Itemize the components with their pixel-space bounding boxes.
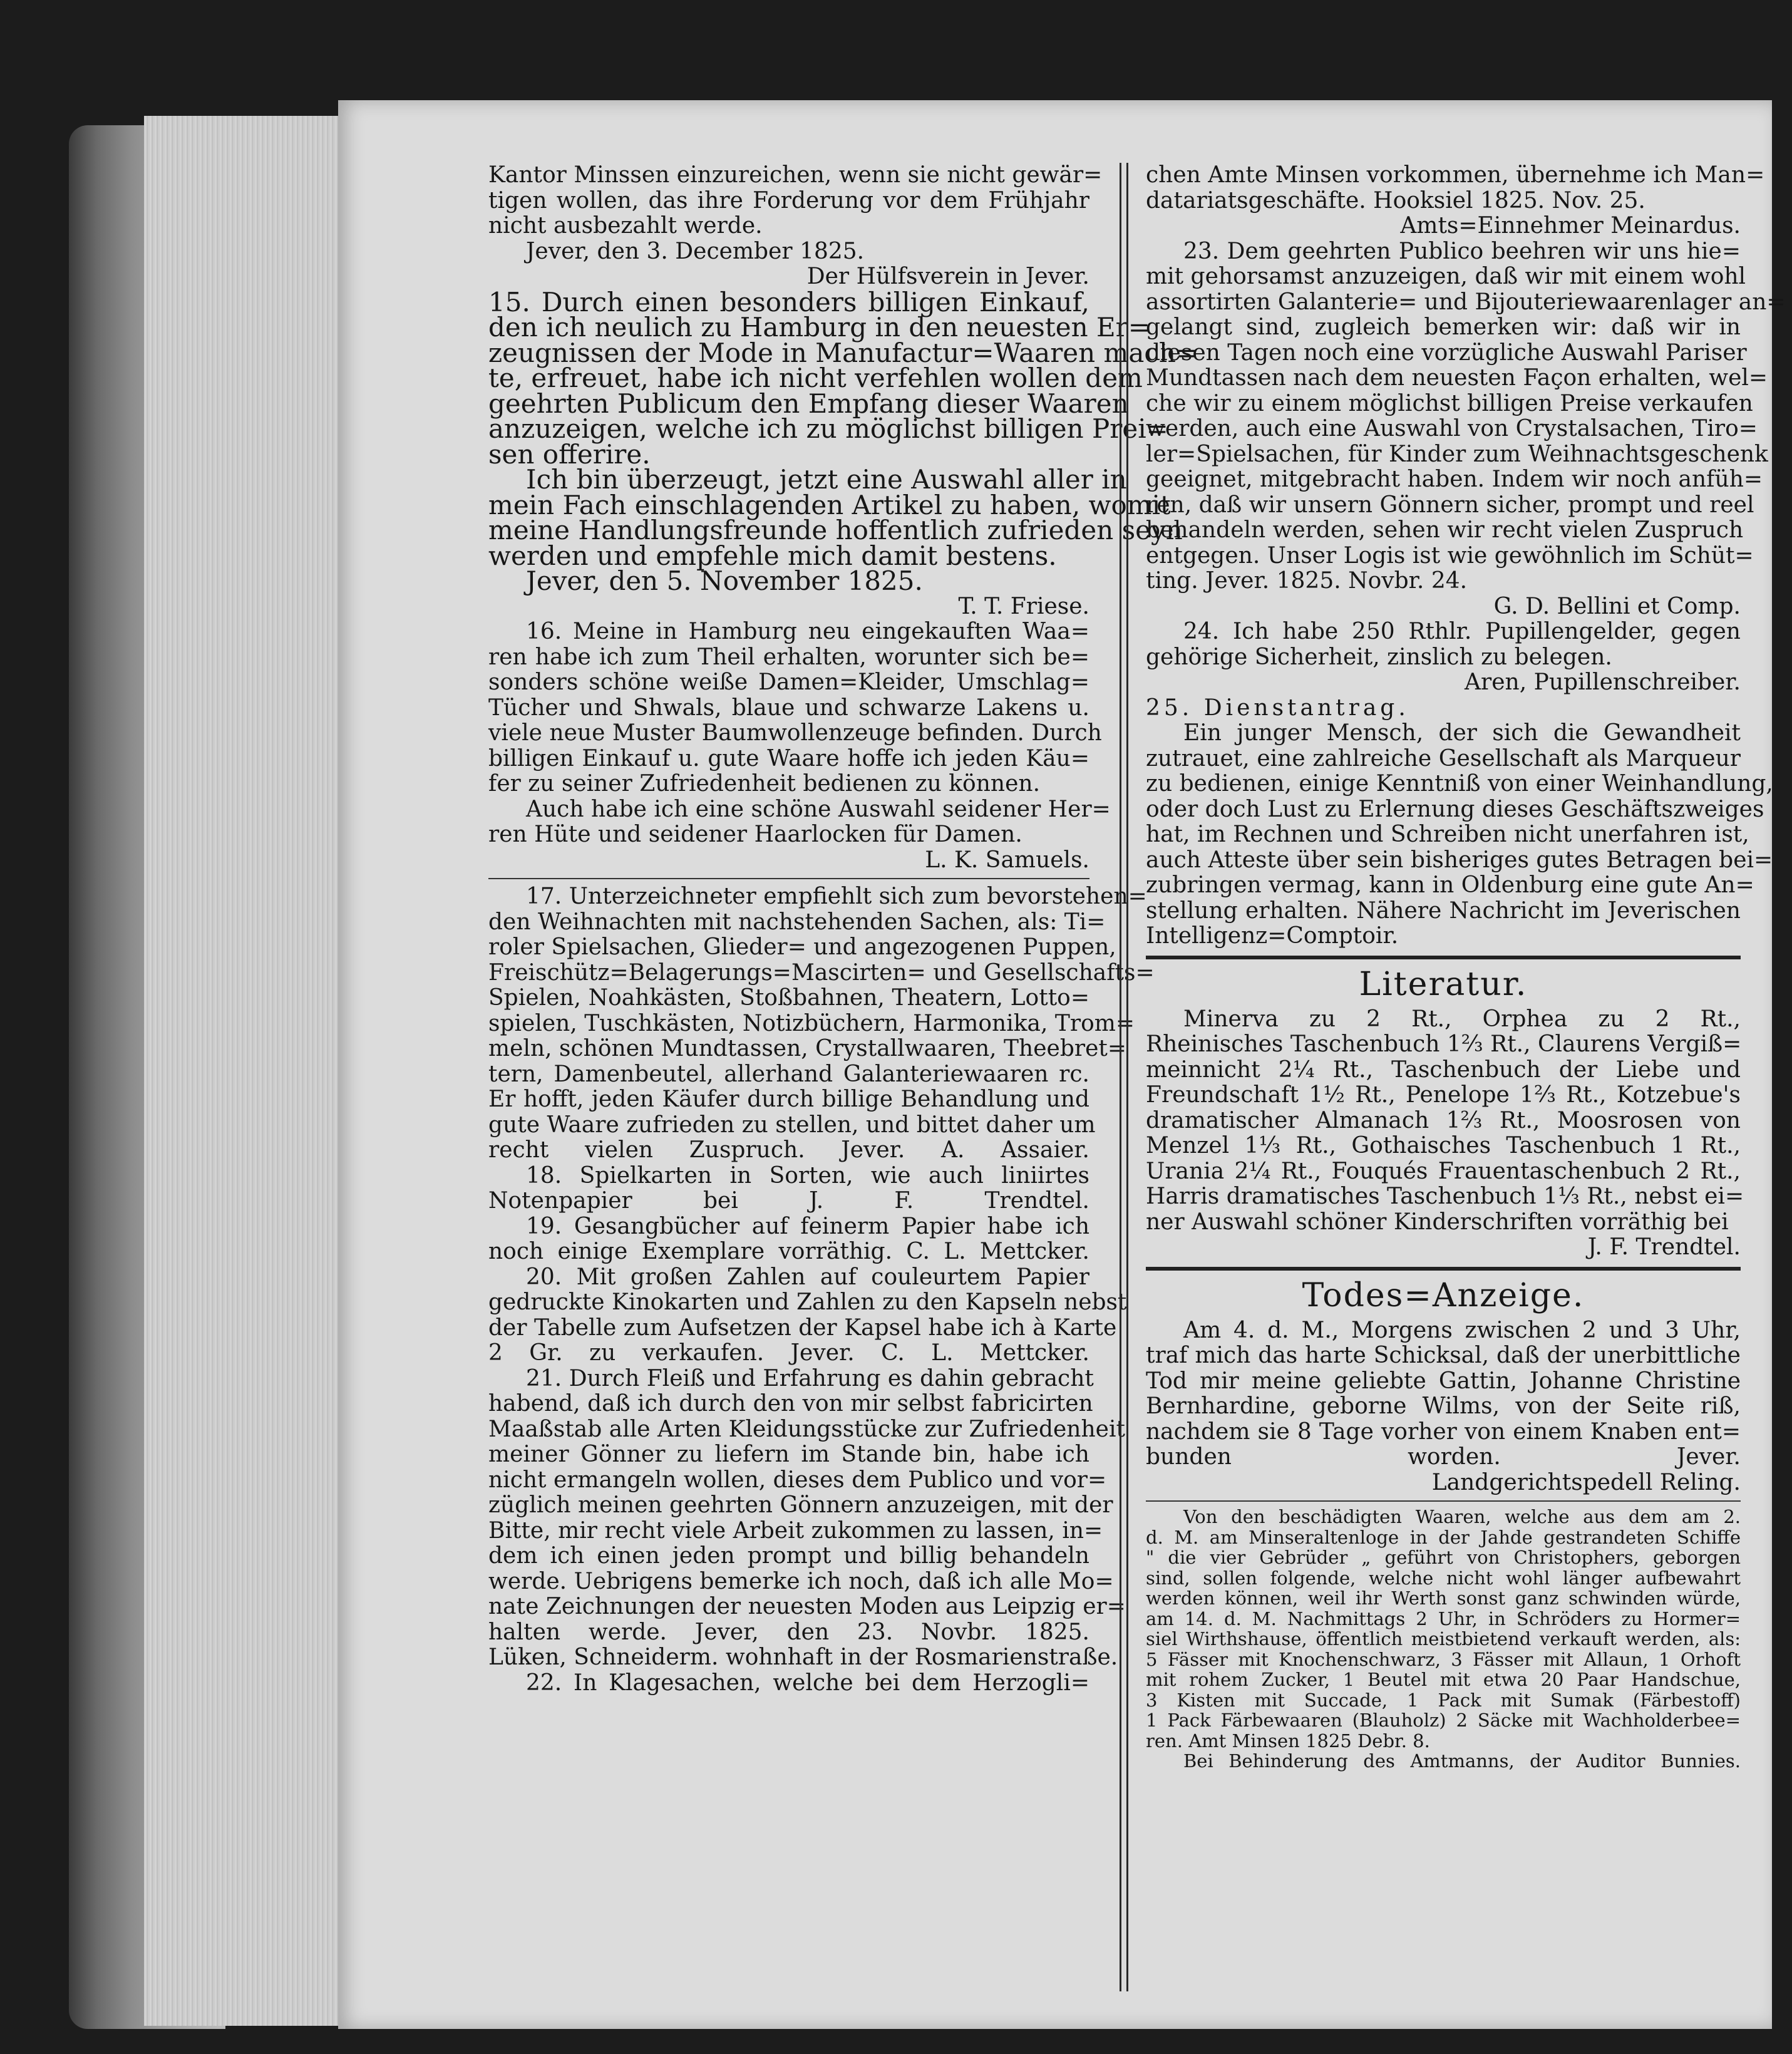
text-line: meiner Gönner zu liefern im Stande bin, habe ich: [488, 1442, 1089, 1467]
text-line: halten werde. Jever, den 23. Novbr. 1825.: [488, 1619, 1089, 1645]
text-line: Jever, den 5. November 1825.: [526, 565, 923, 596]
text-line: 24. Ich habe 250 Rthlr. Pupillengelder, gegen: [1183, 619, 1741, 644]
text-line: Bitte, mir recht viele Arbeit zukommen zu lassen, in=: [488, 1517, 1103, 1544]
text-line: geehrten Publicum den Empfang dieser Waaren: [488, 388, 1129, 419]
text-line: Freischütz=Belagerungs=Mascirten= und Gesellschafts=: [488, 959, 1155, 986]
text-line: d. M. am Minseraltenloge in der Jahde gestrandeten Schiffe: [1146, 1526, 1741, 1548]
text-line: ner Auswahl schöner Kinderschriften vorräthig bei: [1146, 1209, 1729, 1235]
text-line: Rheinisches Taschenbuch 1⅔ Rt., Claurens Vergiß=: [1146, 1031, 1742, 1057]
text-line: Er hofft, jeden Käufer durch billige Behandlung und: [488, 1086, 1089, 1112]
text-line: mit gehorsamst anzuzeigen, daß wir mit einem wohl: [1146, 264, 1746, 289]
text-line: der Tabelle zum Aufsetzen der Kapsel habe ich à Karte: [488, 1314, 1117, 1341]
signature: J. F. Trendtel.: [1587, 1234, 1741, 1260]
text-line: traf mich das harte Schicksal, daß der unerbittliche: [1146, 1343, 1741, 1368]
text-line: meln, schönen Mundtassen, Crystallwaaren, Theebret=: [488, 1036, 1127, 1061]
section-divider: [1146, 1267, 1741, 1271]
text-line: mein Fach einschlagenden Artikel zu haben, womit: [488, 489, 1171, 520]
text-line: zubringen vermag, kann in Oldenburg eine gute An=: [1146, 872, 1754, 898]
text-line: Ich bin überzeugt, jetzt eine Auswahl aller in: [526, 464, 1127, 495]
signature: Landgerichtspedell Reling.: [1431, 1469, 1741, 1495]
notice-24: [1146, 619, 1741, 696]
text-line: dramatischer Almanach 1⅔ Rt., Moosrosen von: [1146, 1107, 1741, 1133]
text-line: te, erfreuet, habe ich nicht verfehlen wollen dem: [488, 363, 1143, 393]
text-line: noch einige Exemplare vorräthig. C. L. Mettcker.: [488, 1239, 1089, 1264]
text-line: Mundtassen nach dem neuesten Façon erhalten, wel=: [1146, 365, 1768, 391]
notice-14-tail: [488, 162, 1103, 290]
text-line: Bei Behinderung des Amtmanns, der Auditor Bunnies.: [1183, 1750, 1741, 1772]
text-line: assortirten Galanterie= und Bijouteriewaarenlager an=: [1146, 289, 1786, 315]
notice-15: [488, 286, 1198, 620]
text-line: oder doch Lust zu Erlernung dieses Geschäftszweiges: [1146, 796, 1764, 822]
text-line: Harris dramatisches Taschenbuch 1⅓ Rt., nebst ei=: [1146, 1184, 1744, 1209]
text-line: züglich meinen geehrten Gönnern anzuzeigen, mit der: [488, 1492, 1113, 1518]
text-line: Minerva zu 2 Rt., Orphea zu 2 Rt.,: [1183, 1006, 1741, 1032]
text-line: zu bedienen, einige Kenntniß von einer Weinhandlung,: [1146, 771, 1773, 797]
notice-22-tail: [1146, 162, 1765, 239]
notice-25: [1146, 694, 1773, 949]
text-line: 1 Pack Färbewaaren (Blauholz) 2 Säcke mit Wachholderbee=: [1146, 1710, 1741, 1731]
text-line: Notenpapier bei J. F. Trendtel.: [488, 1188, 1089, 1214]
text-line: Tücher und Shwals, blaue und schwarze Lakens u.: [488, 694, 1089, 721]
page-stack: [144, 116, 344, 2026]
section-heading: Literatur.: [1359, 965, 1528, 1003]
text-line: Intelligenz=Comptoir.: [1146, 923, 1399, 949]
signature: Amts=Einnehmer Meinardus.: [1400, 213, 1741, 239]
text-line: " die vier Gebrüder „ geführt von Christophers, geborgen: [1146, 1547, 1741, 1568]
divider: [488, 878, 1089, 879]
signature: G. D. Bellini et Comp.: [1493, 593, 1741, 619]
text-line: 22. In Klagesachen, welche bei dem Herzogli=: [526, 1670, 1089, 1696]
text-line: viele neue Muster Baumwollenzeuge befinden. Durch: [488, 720, 1102, 746]
notice-20: [488, 1264, 1127, 1366]
text-line: sind, sollen folgende, welche nicht wohl länger aufbewahrt: [1146, 1567, 1741, 1589]
signature: Aren, Pupillenschreiber.: [1465, 669, 1741, 695]
text-line: diesen Tagen noch eine vorzügliche Auswahl Pariser: [1146, 339, 1747, 366]
text-line: fer zu seiner Zufriedenheit bedienen zu können.: [488, 771, 1041, 797]
notice-17: [488, 884, 1155, 1164]
text-line: recht vielen Zuspruch. Jever. A. Assaier.: [488, 1137, 1089, 1163]
text-line: bunden worden. Jever.: [1146, 1444, 1741, 1470]
text-line: 5 Fässer mit Knochenschwarz, 3 Fässer mit Allaun, 1 Orhoft: [1146, 1648, 1741, 1670]
text-line: ting. Jever. 1825. Novbr. 24.: [1146, 568, 1468, 594]
text-line: Von den beschädigten Waaren, welche aus dem am 2.: [1183, 1506, 1741, 1527]
text-line: 15. Durch einen besonders billigen Einkauf,: [488, 286, 1089, 317]
text-line: chen Amte Minsen vorkommen, übernehme ich Man=: [1146, 162, 1765, 188]
text-line: habend, daß ich durch den von mir selbst fabricirten: [488, 1391, 1093, 1417]
text-line: Menzel 1⅓ Rt., Gothaisches Taschenbuch 1 Rt.,: [1146, 1133, 1741, 1159]
text-line: 23. Dem geehrten Publico beehren wir uns hie=: [1183, 238, 1741, 264]
section-heading: Todes=Anzeige.: [1302, 1276, 1585, 1314]
notice-16: [488, 619, 1111, 873]
text-line: 2 Gr. zu verkaufen. Jever. C. L. Mettcker.: [488, 1340, 1089, 1366]
text-line: Jever, den 3. December 1825.: [526, 238, 865, 264]
text-line: Maaßstab alle Arten Kleidungsstücke zur Zufriedenheit: [488, 1416, 1125, 1442]
text-line: 17. Unterzeichneter empfiehlt sich zum bevorstehen=: [526, 884, 1147, 909]
signature: L. K. Samuels.: [925, 847, 1089, 873]
text-line: 20. Mit großen Zahlen auf couleurtem Papier: [526, 1264, 1089, 1290]
text-line: 18. Spielkarten in Sorten, wie auch liniirtes: [526, 1162, 1089, 1189]
text-line: 16. Meine in Hamburg neu eingekauften Waa=: [526, 619, 1089, 644]
text-line: dem ich einen jeden prompt und billig behandeln: [488, 1543, 1089, 1569]
text-line: Freundschaft 1½ Rt., Penelope 1⅔ Rt., Kotzebue's: [1146, 1082, 1741, 1108]
text-line: gedruckte Kinokarten und Zahlen zu den Kapseln nebst: [488, 1289, 1127, 1315]
text-line: stellung erhalten. Nähere Nachricht im Jeverischen: [1146, 897, 1741, 924]
literatur-section: [1146, 1006, 1744, 1261]
text-line: den Weihnachten mit nachstehenden Sachen, als: Ti=: [488, 909, 1106, 935]
text-line: 3 Kisten mit Succade, 1 Pack mit Sumak (Färbestoff): [1146, 1689, 1741, 1711]
text-line: che wir zu einem möglichst billigen Preise verkaufen: [1146, 390, 1753, 416]
text-line: zeugnissen der Mode in Manufactur=Waaren mach=: [488, 337, 1198, 368]
text-line: Auch habe ich eine schöne Auswahl seidener Her=: [526, 796, 1111, 822]
notice-21: [488, 1365, 1126, 1671]
text-line: ren habe ich zum Theil erhalten, worunter sich be=: [488, 644, 1089, 670]
notice-title: 25. Dienstantrag.: [1146, 694, 1409, 721]
section-divider: [1146, 956, 1741, 959]
text-line: sonders schöne weiße Damen=Kleider, Umschlag=: [488, 669, 1089, 695]
text-line: behandeln werden, sehen wir recht vielen Zuspruch: [1146, 517, 1744, 543]
text-line: anzuzeigen, welche ich zu möglichst billigen Prei=: [488, 413, 1168, 444]
text-line: Spielen, Noahkästen, Stoßbahnen, Theatern, Lotto=: [488, 985, 1089, 1011]
text-line: sen offerire.: [488, 438, 651, 470]
notice-19: [488, 1214, 1089, 1265]
text-line: den ich neulich zu Hamburg in den neuesten Er=: [488, 312, 1150, 343]
text-line: Am 4. d. M., Morgens zwischen 2 und 3 Uhr,: [1183, 1317, 1741, 1343]
notice-18: [488, 1164, 1089, 1214]
text-line: zutrauet, eine zahlreiche Gesellschaft als Marqueur: [1146, 745, 1741, 772]
text-line: meine Handlungsfreunde hoffentlich zufrieden seyn: [488, 515, 1183, 545]
text-line: am 14. d. M. Nachmittags 2 Uhr, in Schröders zu Hormer=: [1146, 1608, 1741, 1629]
text-line: 21. Durch Fleiß und Erfahrung es dahin gebracht: [526, 1365, 1094, 1391]
text-line: werden, auch eine Auswahl von Crystalsachen, Tiro=: [1146, 416, 1758, 441]
text-line: nicht ermangeln wollen, dieses dem Publico und vor=: [488, 1467, 1107, 1493]
text-line: nicht ausbezahlt werde.: [488, 213, 763, 239]
text-line: Tod mir meine geliebte Gattin, Johanne Christine: [1146, 1368, 1741, 1394]
newspaper-page: [338, 100, 1786, 2029]
text-line: gelangt sind, zugleich bemerken wir: daß wir in: [1146, 314, 1741, 340]
signature: T. T. Friese.: [958, 593, 1089, 619]
text-line: tern, Damenbeutel, allerhand Galanteriewaaren rc.: [488, 1061, 1089, 1087]
text-line: 19. Gesangbücher auf feinerm Papier habe ich: [526, 1213, 1089, 1239]
text-line: hat, im Rechnen und Schreiben nicht unerfahren ist,: [1146, 822, 1749, 847]
text-line: tigen wollen, das ihre Forderung vor dem Frühjahr: [488, 187, 1089, 214]
column-divider: [1120, 163, 1128, 1991]
text-line: auch Atteste über sein bisheriges gutes Betragen bei=: [1146, 847, 1773, 873]
text-line: nachdem sie 8 Tage vorher von einem Knaben ent=: [1146, 1418, 1741, 1445]
text-line: billigen Einkauf u. gute Waare hoffe ich jeden Käu=: [488, 745, 1089, 772]
notice-22: [488, 1671, 1089, 1696]
text-line: Urania 2¼ Rt., Fouqués Frauentaschenbuch 2 Rt.,: [1146, 1158, 1741, 1184]
text-line: siel Wirthshause, öffentlich meistbietend verkauft werden, als:: [1146, 1628, 1741, 1649]
text-line: datariatsgeschäfte. Hooksiel 1825. Nov. 25.: [1146, 187, 1645, 214]
text-line: werde. Uebrigens bemerke ich noch, daß ich alle Mo=: [488, 1568, 1114, 1594]
signature: Der Hülfsverein in Jever.: [806, 264, 1089, 289]
left-column: [488, 162, 1198, 1696]
text-line: geeignet, mitgebracht haben. Indem wir noch anfüh=: [1146, 467, 1763, 492]
text-line: Bernhardine, geborne Wilms, von der Seite riß,: [1146, 1393, 1741, 1419]
text-line: ler=Spielsachen, für Kinder zum Weihnachtsgeschenk: [1146, 441, 1768, 467]
right-column: [1146, 162, 1786, 1772]
text-line: mit rohem Zucker, 1 Beutel mit etwa 20 Paar Handschue,: [1146, 1669, 1741, 1690]
text-line: ren Hüte und seidener Haarlocken für Damen.: [488, 822, 1022, 847]
text-line: roler Spielsachen, Glieder= und angezogenen Puppen,: [488, 934, 1116, 960]
text-line: Lüken, Schneiderm. wohnhaft in der Rosmarienstraße.: [488, 1644, 1118, 1670]
text-line: Kantor Minssen einzureichen, wenn sie nicht gewär=: [488, 162, 1103, 188]
divider: [1146, 1500, 1741, 1502]
text-line: ren. Amt Minsen 1825 Debr. 8.: [1146, 1730, 1430, 1752]
text-line: Ein junger Mensch, der sich die Gewandheit: [1183, 720, 1741, 746]
text-line: werden und empfehle mich damit bestens.: [488, 540, 1057, 571]
text-line: nate Zeichnungen der neuesten Moden aus Leipzig er=: [488, 1594, 1126, 1619]
text-line: gehörige Sicherheit, zinslich zu belegen.: [1146, 644, 1612, 670]
notice-23: [1146, 238, 1786, 620]
text-line: werden können, weil ihr Werth sonst ganz schwinden würde,: [1146, 1587, 1741, 1609]
text-line: meinnicht 2¼ Rt., Taschenbuch der Liebe und: [1146, 1056, 1741, 1083]
text-line: entgegen. Unser Logis ist wie gewöhnlich im Schüt=: [1146, 542, 1754, 569]
text-line: ren, daß wir unsern Gönnern sicher, prompt und reel: [1146, 492, 1754, 518]
death-notice: [1146, 1318, 1741, 1496]
text-line: gute Waare zufrieden zu stellen, und bittet daher um: [488, 1112, 1096, 1138]
auction-notice: [1146, 1507, 1741, 1772]
text-line: spielen, Tuschkästen, Notizbüchern, Harmonika, Trom=: [488, 1010, 1135, 1036]
